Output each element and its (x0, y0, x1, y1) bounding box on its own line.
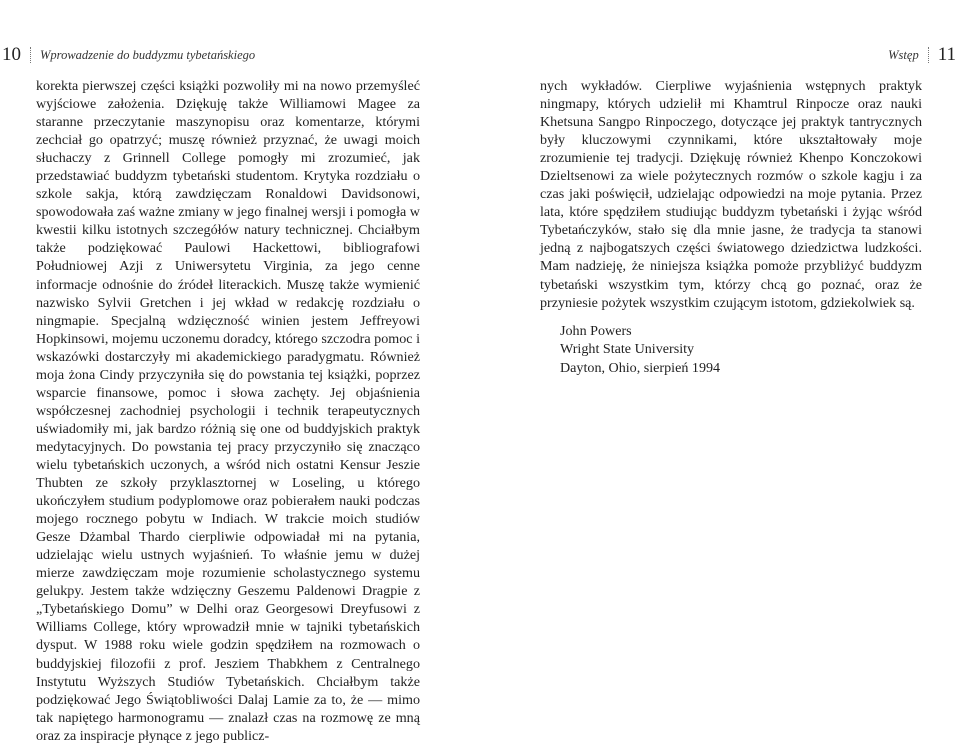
header-left (0, 44, 255, 66)
header-right (888, 44, 960, 66)
left-page-paragraph: korekta pierwszej części książki pozwoliły mi na nowo przemyśleć wyjściowe założenia. Dziękuję także Williamowi Magee za staranne przeczytanie maszynopisu oraz komentarze, którymi zechciał go opatrzyć; muszę również przyznać, że uwagi moich słuchaczy z Grinnell College pomogły mi zrozumieć, jak przedstawiać buddyzm tybetański studentom. Krytyka rozdziału o szkole sakja, którą zawdzięczam Ronaldowi Davidsonowi, spowodowała zaś ważne zmiany w jego finalnej wersji i pomogła w kwestii kilku istotnych szczegółów natury technicznej. Chciałbym także podziękować Paulowi Hackettowi, bibliografowi Południowej Azji z Uniwersytetu Virginia, za jego cenne informacje odnośnie do źródeł literackich. Muszę także wymienić nazwisko Sylvii Gretchen i jej wkład w redakcję rozdziału o ningmapie. Specjalną wdzięczność winien jestem Jeffreyowi Hopkinsowi, mojemu uczonemu doradcy, którego szczodra pomoc i wskazówki dostarczyły mi akademickiego paradygmatu. Również moja żona Cindy przyczyniła się do powstania tej książki, poprzez wsparcie finansowe, pomoc i słowa zachęty. Jej objaśnienia współczesnej zachodniej psychologii i technik terapeutycznych uświadomiły mi, jak bardzo różnią się one od buddyjskich praktyk medytacyjnych. Do powstania tej pracy przyczyniło się znacząco wielu tybetańskich uczonych, a wśród nich ostatni Kensur Jeszie Thubten ze szkoły przyklasztornej w Loseling, u którego ukończyłem studium podyplomowe oraz pobierałem nauki podczas mojego rocznego pobytu w Indiach. W trakcie moich studiów Gesze Dżambal Thardo cierpliwie odpowiadał mi na pytania, udzielając wielu ustnych wyjaśnień. To właśnie jemu w dużej mierze zawdzięczam moje rozumienie scholastycznego systemu gelukpy. Jestem także wdzięczny Geszemu Paldenowi Dragpie z „Tybetańskiego Domu” w Delhi oraz Georgesowi Dreyfusowi z Williams College, który wprowadził mnie w tajniki tybetańskich dysput. W 1988 roku wiele godzin spędziłem na rozmowach o buddyjskiej filozofii z prof. Jesziem Thabkhem z Centralnego Instytutu Wyższych Studiów Tybetańskich. Chciałbym także podziękować Jego Świątobliwości Dalaj Lamie za to, że — mimo tak napiętego harmonogramu — znalazł czas na rozmowę ze mną oraz za inspiracje płynące z jego publicz- (36, 78, 420, 744)
right-page-paragraph: nych wykładów. Cierpliwe wyjaśnienia wstępnych praktyk ningmapy, których udzielił mi Khamtrul Rinpocze oraz nauki Khetsuna Sangpo Rinpoczego, dotyczące jej praktyk tantrycznych były kluczowymi czynnikami, które ukształtowały moje zrozumienie tej tradycji. Dziękuję również Khenpo Konczokowi Dzieltsenowi za wiele pożytecznych rozmów o szkole kagju i za czas jaki poświęcił, udzielając odpowiedzi na moje pytania. Przez lata, które spędziłem studiując buddyzm tybetański i żyjąc wśród Tybetańczyków, stało się dla mnie jasne, że tradycja ta stanowi jedną z najbogatszych części światowego dziedzictwa ludzkości. Mam nadzieję, że niniejsza książka pomoże przybliżyć buddyzm tybetański wszystkim tym, którzy chcą go poznać, oraz że przyniesie pożytek wszystkim czującym istotom, gdziekolwiek są. (540, 78, 922, 311)
place-and-date: Dayton, Ohio, sierpień 1994 (560, 359, 721, 376)
header-separator (30, 47, 31, 63)
author-name: John Powers (560, 323, 632, 339)
left-page-body (36, 77, 420, 745)
page-number-right: 11 (937, 44, 956, 65)
page-number-left: 10 (2, 44, 21, 65)
header-separator (928, 47, 929, 63)
signature-block (560, 322, 720, 377)
right-page-body (540, 77, 922, 312)
running-title-right: Wstęp (888, 47, 919, 62)
running-title-left: Wprowadzenie do buddyzmu tybetańskiego (40, 47, 256, 62)
author-institution: Wright State University (560, 341, 695, 358)
